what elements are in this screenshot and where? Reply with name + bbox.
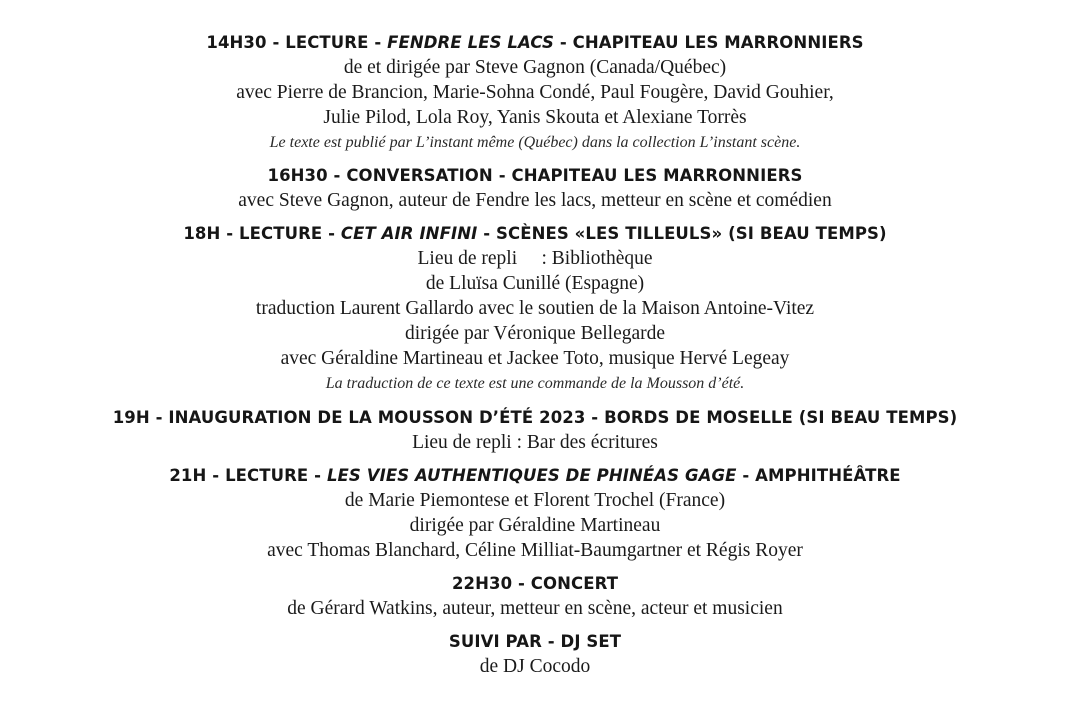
event-type: LECTURE xyxy=(225,466,309,485)
event-dj-set xyxy=(0,629,1070,679)
event-19h-inauguration xyxy=(0,405,1070,455)
event-heading: 16H30 - CONVERSATION - CHAPITEAU LES MARRONNIERS xyxy=(267,166,803,185)
event-heading: SUIVI PAR - DJ SET xyxy=(448,632,622,651)
event-heading: 19H - INAUGURATION DE LA MOUSSON D’ÉTÉ 2023 - BORDS DE MOSELLE (SI BEAU TEMPS) xyxy=(112,408,958,427)
event-title: CET AIR INFINI xyxy=(340,224,478,243)
event-fallback-venue: Lieu de repli : Bar des écritures xyxy=(412,432,658,453)
event-credits-line: avec Steve Gagnon, auteur de Fendre les lacs, metteur en scène et comédien xyxy=(238,190,832,211)
event-time: 21H xyxy=(169,466,207,485)
event-title: LES VIES AUTHENTIQUES DE PHINÉAS GAGE xyxy=(326,466,737,485)
event-translation-line: traduction Laurent Gallardo avec le soutien de la Maison Antoine-Vitez xyxy=(255,298,815,319)
event-cast-line: avec Géraldine Martineau et Jackee Toto, musique Hervé Legeay xyxy=(280,348,790,369)
separator: - xyxy=(206,466,226,485)
event-credits-line: de DJ Cocodo xyxy=(479,656,591,677)
event-1430-lecture xyxy=(0,30,1070,155)
event-director-line: dirigée par Véronique Bellegarde xyxy=(404,323,666,344)
event-author-line: de Marie Piemontese et Florent Trochel (France) xyxy=(344,490,726,511)
event-2230-concert xyxy=(0,571,1070,621)
event-author-line: de Lluïsa Cunillé (Espagne) xyxy=(425,273,645,294)
event-venue: SCÈNES «LES TILLEULS» (SI BEAU TEMPS) xyxy=(496,224,887,243)
event-1630-conversation xyxy=(0,163,1070,213)
event-21h-lecture xyxy=(0,463,1070,563)
event-fallback-venue: Lieu de repli : Bibliothèque xyxy=(417,248,653,269)
event-heading: 22H30 - CONCERT xyxy=(451,574,619,593)
event-venue: CHAPITEAU LES MARRONNIERS xyxy=(572,33,864,52)
event-type: LECTURE xyxy=(285,33,369,52)
separator: - xyxy=(308,466,327,485)
event-cast-line: avec Pierre de Brancion, Marie-Sohna Condé, Paul Fougère, David Gouhier, xyxy=(236,82,834,103)
event-venue: AMPHITHÉÂTRE xyxy=(755,466,901,485)
separator: - xyxy=(322,224,341,243)
separator: - xyxy=(368,33,388,52)
event-cast-line: Julie Pilod, Lola Roy, Yanis Skouta et Alexiane Torrès xyxy=(323,107,747,128)
separator: - xyxy=(477,224,496,243)
separator: - xyxy=(266,33,286,52)
event-cast-line: avec Thomas Blanchard, Céline Milliat-Baumgartner et Régis Royer xyxy=(267,540,803,561)
event-heading xyxy=(0,463,1070,488)
event-note: La traduction de ce texte est une commande de la Mousson d’été. xyxy=(325,375,745,392)
event-credits-line: de Gérard Watkins, auteur, metteur en scène, acteur et musicien xyxy=(287,598,783,619)
event-credits-line: de et dirigée par Steve Gagnon (Canada/Québec) xyxy=(343,57,727,78)
event-heading xyxy=(0,221,1070,246)
event-director-line: dirigée par Géraldine Martineau xyxy=(409,515,661,536)
program-schedule xyxy=(0,30,1070,679)
event-time: 18H xyxy=(183,224,221,243)
event-note: Le texte est publié par L’instant même (Québec) dans la collection L’instant scène. xyxy=(269,134,801,151)
event-heading xyxy=(0,30,1070,55)
event-type: LECTURE xyxy=(239,224,323,243)
separator: - xyxy=(220,224,240,243)
event-title: FENDRE LES LACS xyxy=(387,33,554,52)
event-18h-lecture xyxy=(0,221,1070,396)
separator: - xyxy=(553,33,573,52)
event-time: 14H30 xyxy=(206,33,267,52)
separator: - xyxy=(736,466,756,485)
